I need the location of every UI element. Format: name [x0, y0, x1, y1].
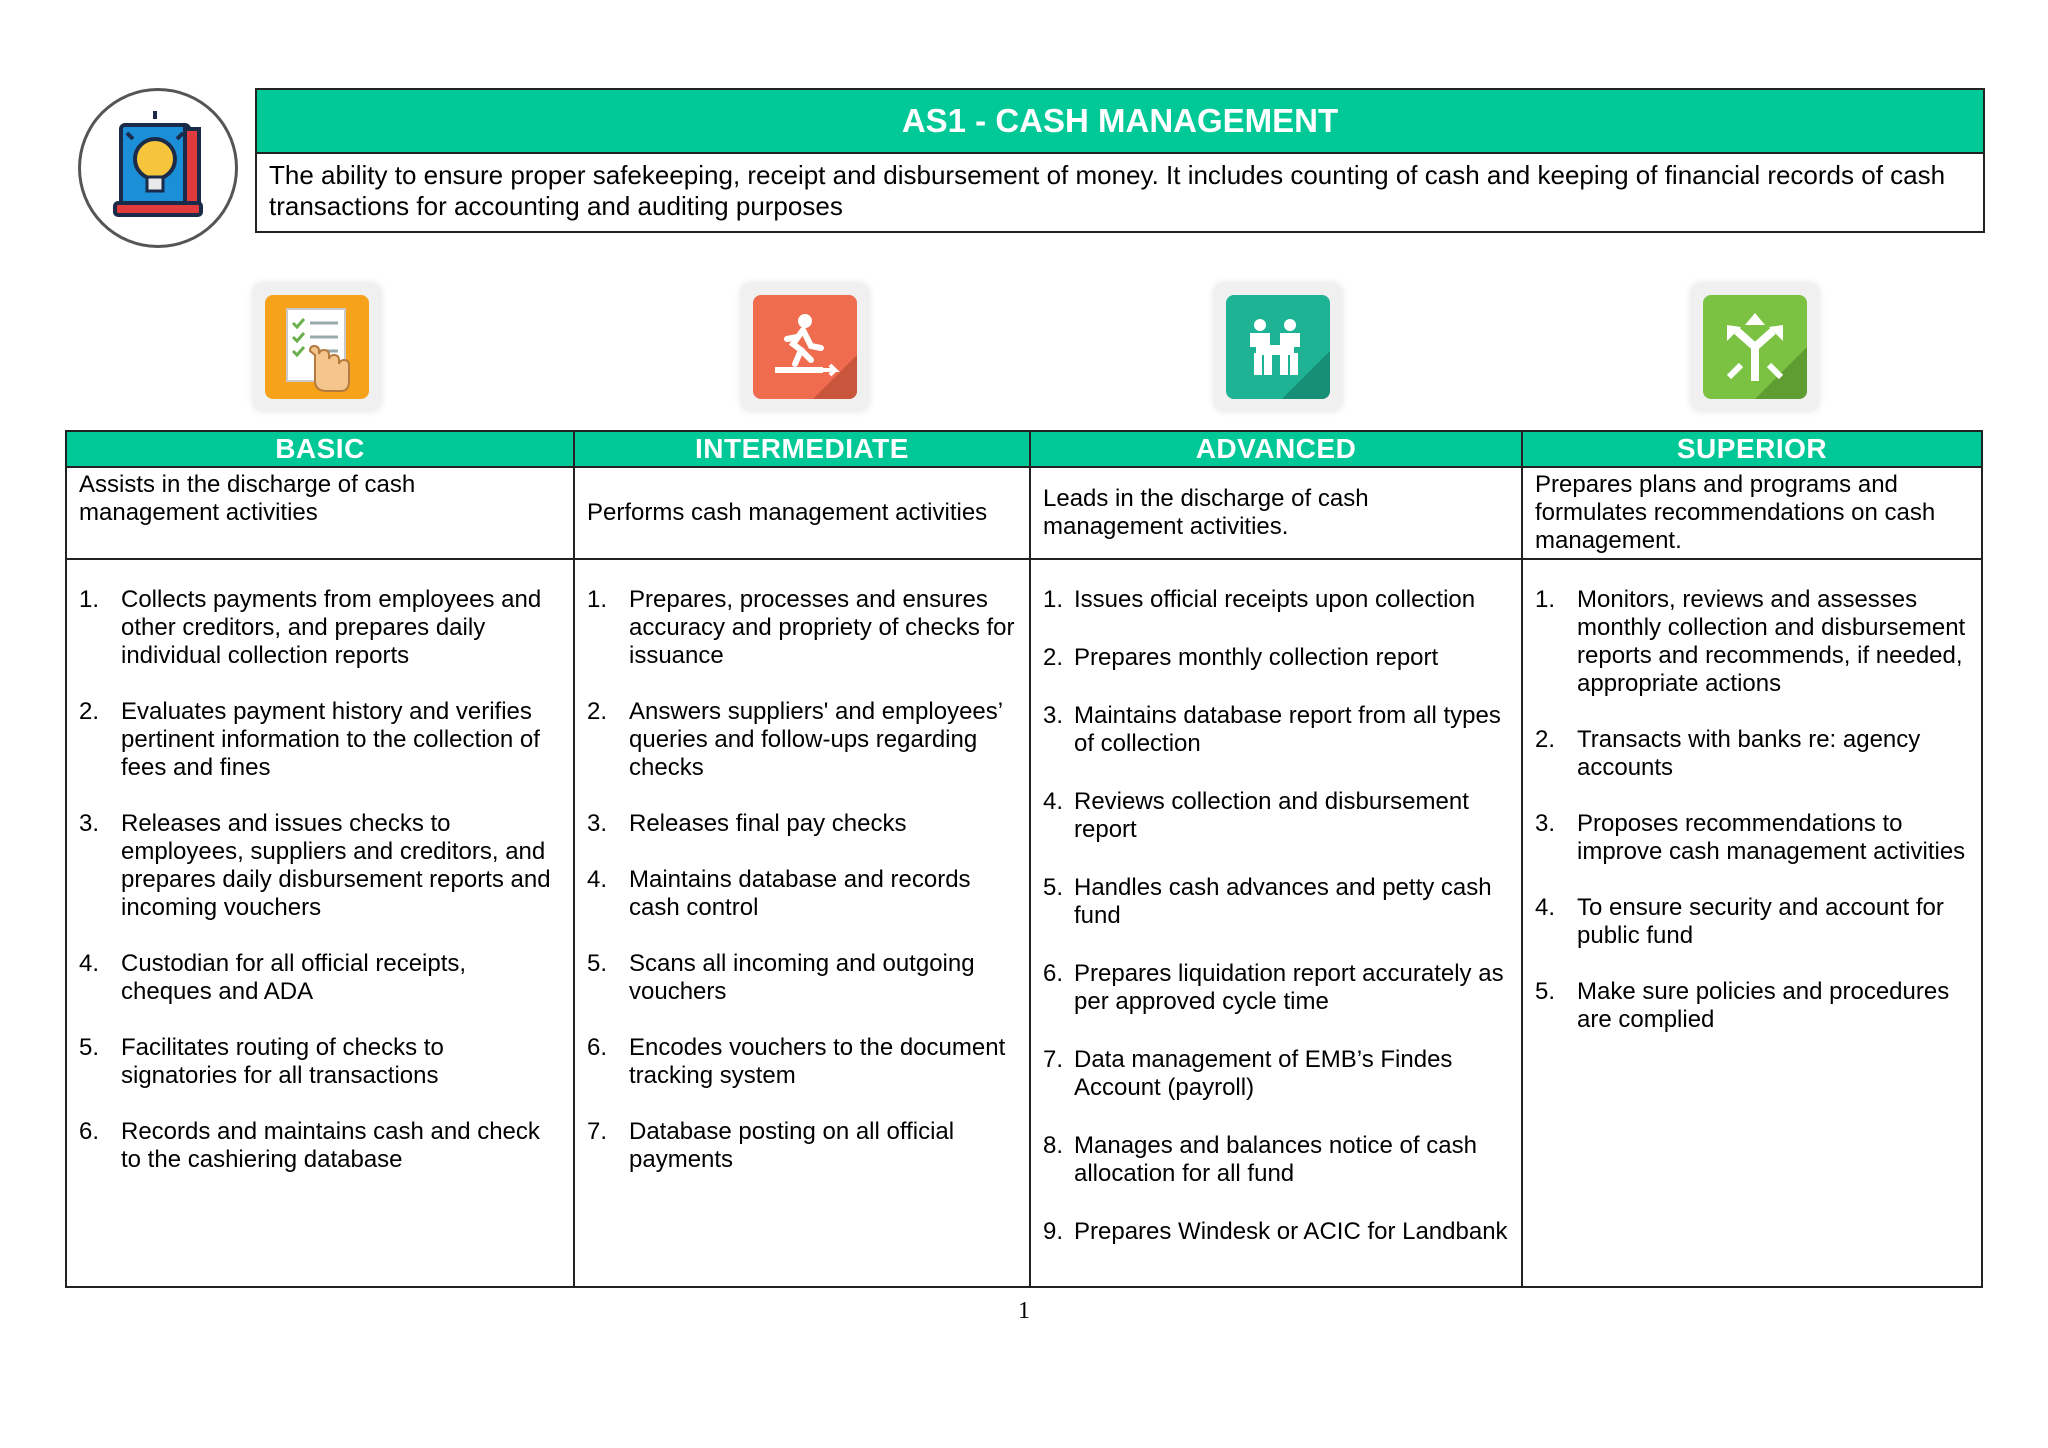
- list-item: 3. Proposes recommendations to improve cash management activities: [1535, 810, 1966, 865]
- lightbulb-book-icon: [78, 88, 238, 248]
- indicator-list-superior: [1523, 560, 1981, 1062]
- list-item: 2. Prepares monthly collection report: [1043, 644, 1439, 671]
- list-item: 4. Maintains database and records cash control: [587, 866, 971, 921]
- split-direction-arrows-icon: [1691, 283, 1819, 411]
- list-item: 3. Maintains database report from all types of collection: [1043, 702, 1501, 757]
- indicator-list-advanced: [1031, 560, 1521, 1276]
- list-item: 4. To ensure security and account for public fund: [1535, 894, 1944, 949]
- list-item: 3. Releases final pay checks: [587, 810, 907, 837]
- column-basic: [67, 432, 575, 1286]
- list-item: 1. Monitors, reviews and assesses monthly collection and disbursement reports and recommends, if needed, appropriate actions: [1535, 586, 1966, 697]
- team-puzzle-icon: [1214, 283, 1342, 411]
- list-item: 1. Prepares, processes and ensures accuracy and propriety of checks for issuance: [587, 586, 1015, 669]
- level-header-basic: BASIC: [67, 432, 573, 468]
- running-exit-icon: [741, 283, 869, 411]
- list-item: 2. Answers suppliers' and employees’ queries and follow-ups regarding checks: [587, 698, 1003, 781]
- list-item: 2. Transacts with banks re: agency accounts: [1535, 726, 1921, 781]
- list-item: 7. Database posting on all official payments: [587, 1118, 955, 1173]
- competency-table: [65, 430, 1983, 1288]
- level-header-intermediate: INTERMEDIATE: [575, 432, 1029, 468]
- list-item: 9. Prepares Windesk or ACIC for Landbank: [1043, 1218, 1508, 1245]
- level-summary-basic: Assists in the discharge of cash management activities: [67, 468, 573, 560]
- list-item: 4. Custodian for all official receipts, cheques and ADA: [79, 950, 467, 1005]
- list-item: 4. Reviews collection and disbursement report: [1043, 788, 1469, 843]
- level-summary-intermediate: Performs cash management activities: [575, 468, 1029, 560]
- list-item: 6. Encodes vouchers to the document tracking system: [587, 1034, 1006, 1089]
- list-item: 1. Collects payments from employees and other creditors, and prepares daily individual collection reports: [79, 586, 542, 669]
- list-item: 8. Manages and balances notice of cash allocation for all fund: [1043, 1132, 1477, 1187]
- list-item: 6. Records and maintains cash and check to the cashiering database: [79, 1118, 540, 1173]
- indicator-list-basic: [67, 560, 573, 1202]
- competency-description: The ability to ensure proper safekeeping, receipt and disbursement of money. It includes counting of cash and keeping of financial records of cash transactions for accounting and auditing purposes: [269, 160, 1946, 221]
- list-item: 5. Scans all incoming and outgoing vouchers: [587, 950, 975, 1005]
- list-item: 6. Prepares liquidation report accurately as per approved cycle time: [1043, 960, 1504, 1015]
- list-item: 1. Issues official receipts upon collection: [1043, 586, 1476, 613]
- page-title: AS1 - CASH MANAGEMENT: [257, 90, 1983, 154]
- list-item: 5. Facilitates routing of checks to signatories for all transactions: [79, 1034, 444, 1089]
- checklist-hand-icon: [253, 283, 381, 411]
- page-number: 1: [1018, 1298, 1030, 1324]
- indicator-list-intermediate: [575, 560, 1029, 1202]
- list-item: 2. Evaluates payment history and verifies pertinent information to the collection of fees and fines: [79, 698, 540, 781]
- column-intermediate: [575, 432, 1031, 1286]
- column-advanced: [1031, 432, 1523, 1286]
- title-panel: [255, 88, 1985, 233]
- list-item: 7. Data management of EMB’s Findes Account (payroll): [1043, 1046, 1453, 1101]
- column-superior: [1523, 432, 1981, 1286]
- level-header-advanced: ADVANCED: [1031, 432, 1521, 468]
- level-summary-superior: Prepares plans and programs and formulates recommendations on cash management.: [1523, 468, 1981, 560]
- list-item: 5. Handles cash advances and petty cash fund: [1043, 874, 1492, 929]
- level-summary-advanced: Leads in the discharge of cash management activities.: [1031, 468, 1521, 560]
- list-item: 3. Releases and issues checks to employees, suppliers and creditors, and prepares daily disbursement reports and incoming vouchers: [79, 810, 551, 921]
- level-header-superior: SUPERIOR: [1523, 432, 1981, 468]
- list-item: 5. Make sure policies and procedures are complied: [1535, 978, 1950, 1033]
